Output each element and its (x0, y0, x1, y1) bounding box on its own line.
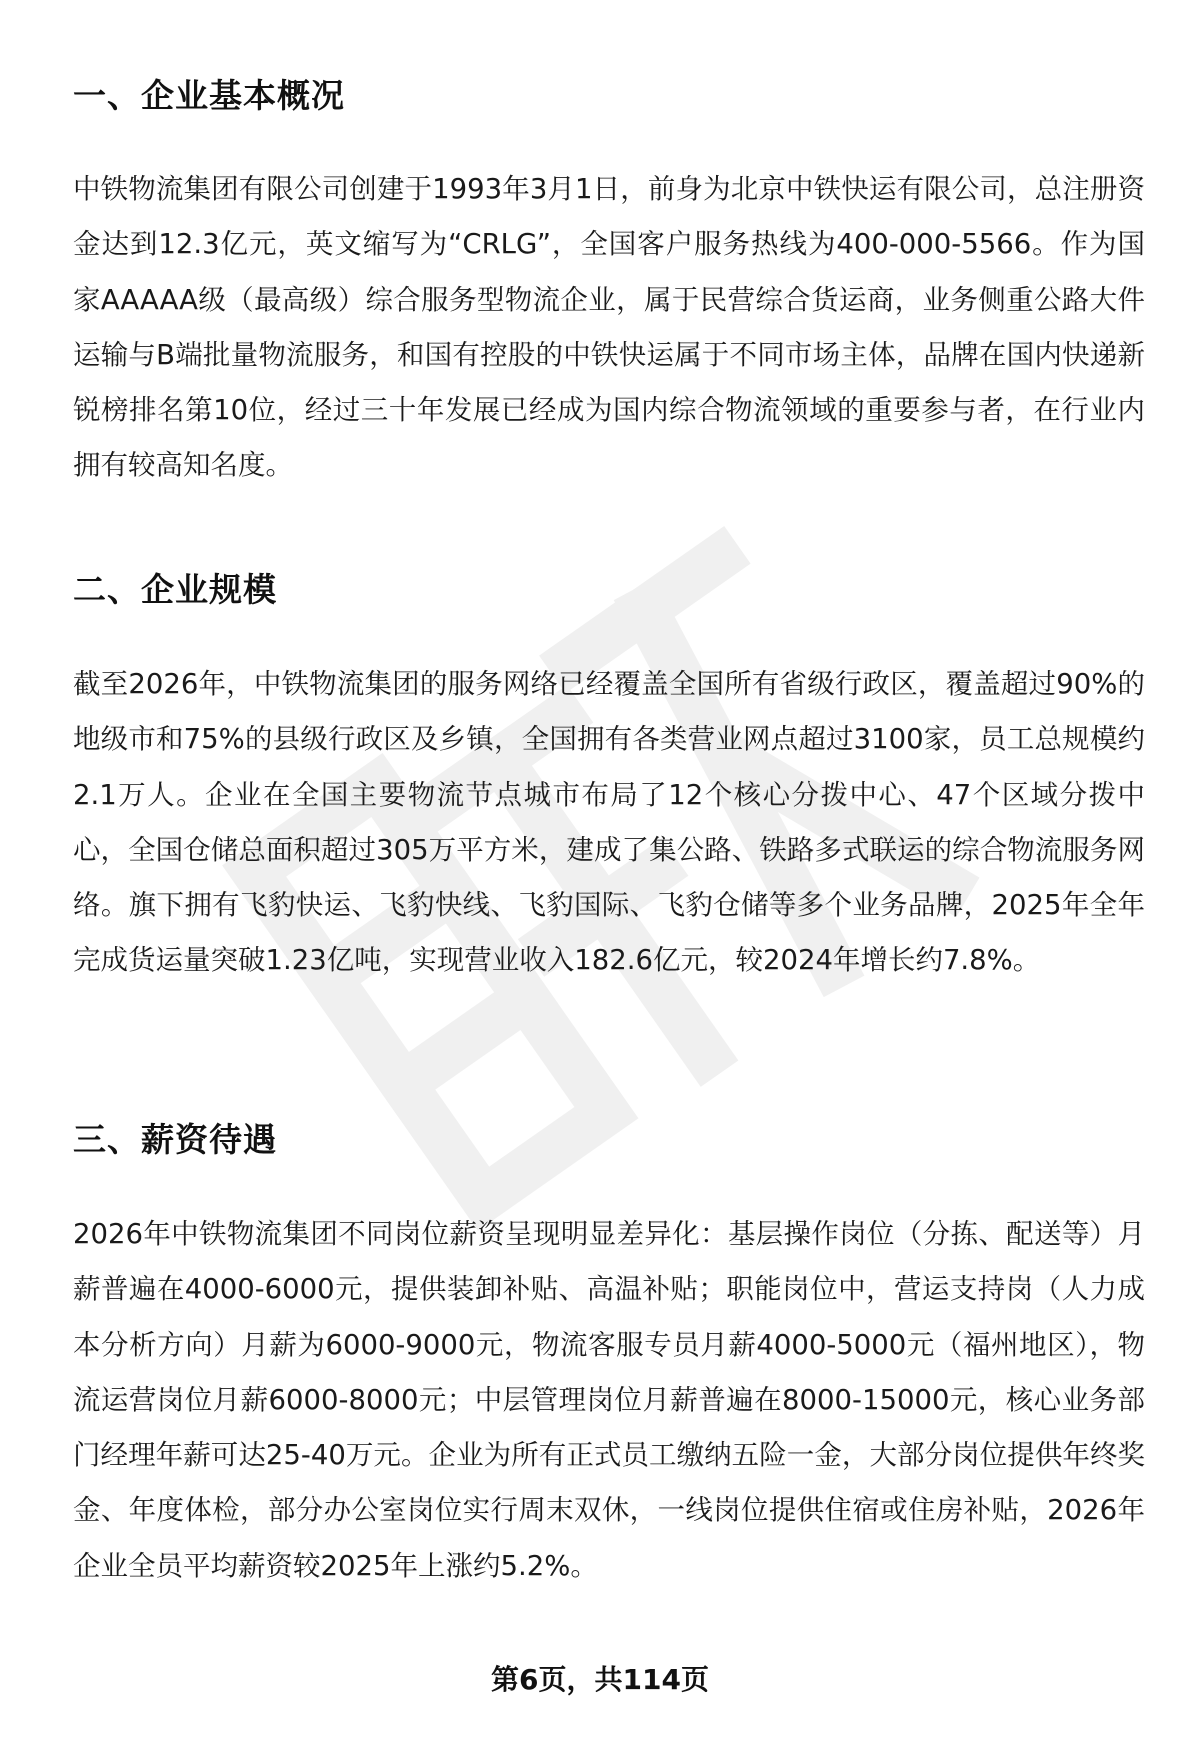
section-title-salary: 三、薪资待遇 (73, 1120, 277, 1159)
section-title-scale: 二、企业规模 (73, 570, 277, 609)
section-title-overview: 一、企业基本概况 (73, 76, 345, 115)
section-body-salary: 2026年中铁物流集团不同岗位薪资呈现明显差异化：基层操作岗位（分拣、配送等）月薪普遍在4000-6000元，提供装卸补贴、高温补贴；职能岗位中，营运支持岗（人力成本分析方向）月薪为6000-9000元，物流客服专员月薪4000-5000元（福州地区），物流运营岗位月薪6000-8000元；中层管理岗位月薪普遍在8000-15000元，核心业务部门经理年薪可达25-40万元。企业为所有正式员工缴纳五险一金，大部分岗位提供年终奖金、年度体检，部分办公室岗位实行周末双休，一线岗位提供住宿或住房补贴，2026年企业全员平均薪资较2025年上涨约5.2%。 (73, 1218, 1145, 1582)
section-body-overview: 中铁物流集团有限公司创建于1993年3月1日，前身为北京中铁快运有限公司，总注册资金达到12.3亿元，英文缩写为“CRLG”，全国客户服务热线为400-000-5566。作为国家AAAAA级（最高级）综合服务型物流企业，属于民营综合货运商，业务侧重公路大件运输与B端批量物流服务，和国有控股的中铁快运属于不同市场主体，品牌在国内快递新锐榜排名第10位，经过三十年发展已经成为国内综合物流领域的重要参与者，在行业内拥有较高知名度。 (73, 173, 1145, 482)
section-body-scale: 截至2026年，中铁物流集团的服务网络已经覆盖全国所有省级行政区，覆盖超过90%的地级市和75%的县级行政区及乡镇，全国拥有各类营业网点超过3100家，员工总规模约2.1万人。企业在全国主要物流节点城市布局了12个核心分拨中心、47个区域分拨中心，全国仓储总面积超过305万平方米，建成了集公路、铁路多式联运的综合物流服务网络。旗下拥有飞豹快运、飞豹快线、飞豹国际、飞豹仓储等多个业务品牌，2025年全年完成货运量突破1.23亿吨，实现营业收入182.6亿元，较2024年增长约7.8%。 (73, 668, 1145, 977)
page-number-footer: 第6页，共114页 (491, 1663, 709, 1696)
